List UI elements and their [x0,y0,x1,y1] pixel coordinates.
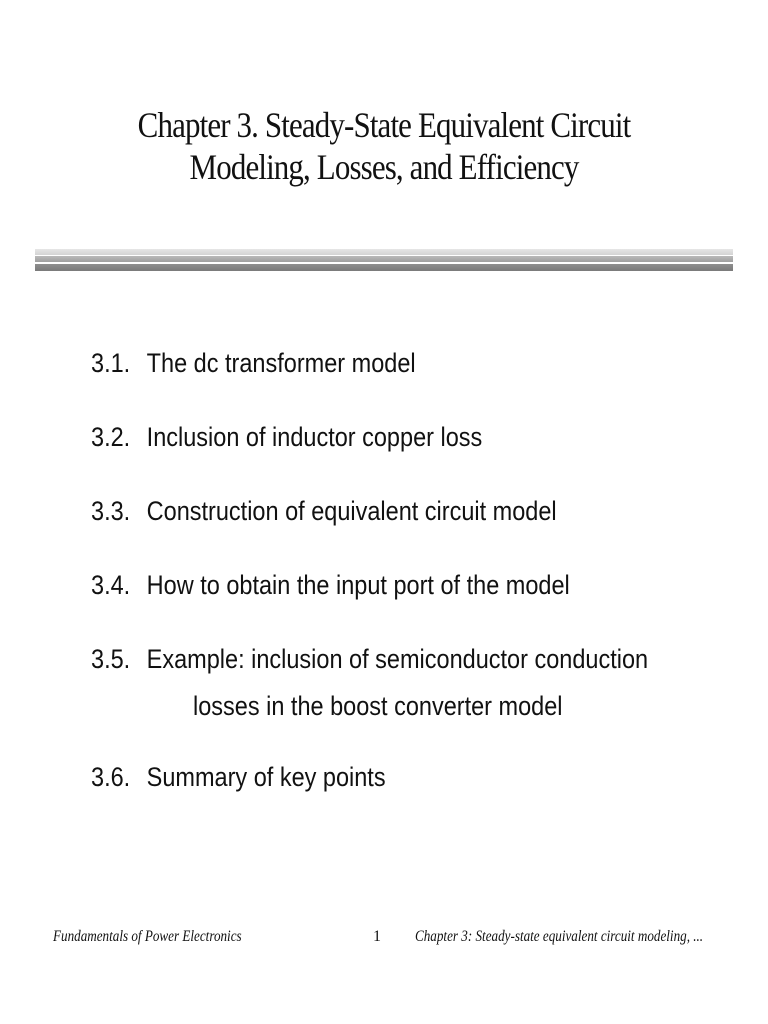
toc-text: How to obtain the input port of the model [146,570,570,600]
toc-number: 3.6. [91,762,131,792]
toc-number: 3.5. [91,644,131,674]
title-divider-mid [35,256,733,262]
footer-book-title: Fundamentals of Power Electronics [53,928,242,945]
toc-item-3-3 [91,496,557,527]
toc-text: Example: inclusion of semiconductor conduction [146,644,649,674]
toc-item-3-5-continuation: losses in the boost converter model [193,691,563,721]
footer-chapter-title: Chapter 3: Steady-state equivalent circuit modeling, ... [415,928,704,945]
toc-text: Construction of equivalent circuit model [146,496,557,526]
toc-number: 3.4. [91,570,131,600]
footer-page-number: 1 [373,928,381,945]
title-divider-light [35,249,733,255]
title-line-1: Chapter 3. Steady-State Equivalent Circuit [137,105,631,145]
toc-item-3-2 [91,422,482,453]
toc-text: Summary of key points [146,762,386,792]
toc-text: The dc transformer model [146,348,416,378]
toc-number: 3.3. [91,496,131,526]
slide-title [54,104,714,188]
title-divider-dark [35,264,733,271]
toc-item-3-4 [91,570,570,601]
toc-number: 3.1. [91,348,131,378]
toc-text: Inclusion of inductor copper loss [146,422,483,452]
toc-number: 3.2. [91,422,131,452]
toc-item-3-5 [91,644,648,675]
title-line-2: Modeling, Losses, and Efficiency [189,147,579,187]
toc-item-3-6 [91,762,386,793]
toc-item-3-1 [91,348,416,379]
